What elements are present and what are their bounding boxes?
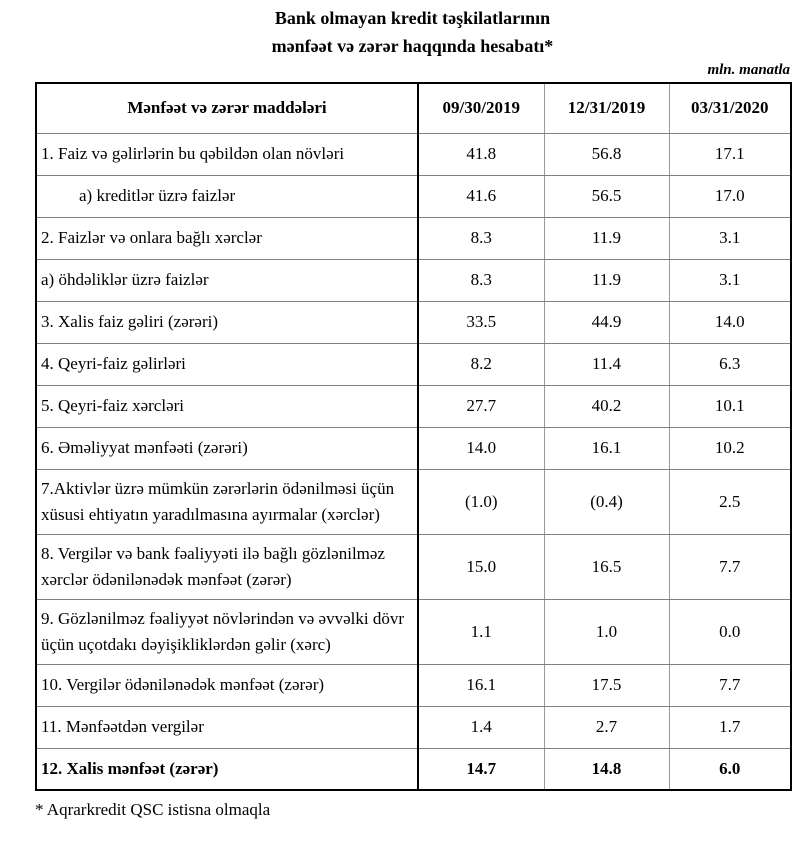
column-header-items: Mənfəət və zərər maddələri [36,83,418,133]
row-value: 6.3 [669,343,791,385]
row-value: 11.9 [544,259,669,301]
row-label: a) öhdəliklər üzrə faizlər [36,259,418,301]
row-value: 10.1 [669,385,791,427]
row-value: 1.0 [544,599,669,664]
row-value: 14.7 [418,748,544,790]
column-header-date-1: 09/30/2019 [418,83,544,133]
row-value: 3.1 [669,217,791,259]
row-value: 0.0 [669,599,791,664]
row-label: 10. Vergilər ödənilənədək mənfəət (zərər) [36,664,418,706]
table-row [36,427,791,469]
table-row [36,343,791,385]
row-value: 41.6 [418,175,544,217]
row-label: 4. Qeyri-faiz gəlirləri [36,343,418,385]
row-label: 5. Qeyri-faiz xərcləri [36,385,418,427]
row-value: 6.0 [669,748,791,790]
row-value: 2.7 [544,706,669,748]
row-value: 56.5 [544,175,669,217]
row-value: 33.5 [418,301,544,343]
row-value: 17.0 [669,175,791,217]
row-value: 1.4 [418,706,544,748]
row-value: 8.2 [418,343,544,385]
report-title-line1: Bank olmayan kredit təşkilatlarının [274,8,551,28]
row-value: 14.0 [669,301,791,343]
table-row [36,259,791,301]
row-label: 9. Gözlənilməz fəaliyyət növlərindən və əvvəlki dövr üçün uçotdakı dəyişikliklərdən gəlir (xərc) [36,599,418,664]
row-value: 1.1 [418,599,544,664]
row-value: 40.2 [544,385,669,427]
row-value: 8.3 [418,259,544,301]
row-value: 14.0 [418,427,544,469]
row-value: 8.3 [418,217,544,259]
row-value: 1.7 [669,706,791,748]
table-row [36,133,791,175]
table-row [36,664,791,706]
row-value: 15.0 [418,534,544,599]
row-label: 7.Aktivlər üzrə mümkün zərərlərin ödənilməsi üçün xüsusi ehtiyatın yaradılmasına ayırmalar (xərclər) [36,469,418,534]
row-value: 2.5 [669,469,791,534]
row-label: 8. Vergilər və bank fəaliyyəti ilə bağlı gözlənilməz xərclər ödənilənədək mənfəət (zərər) [36,534,418,599]
row-value: 3.1 [669,259,791,301]
table-row [36,469,791,534]
row-value: (1.0) [418,469,544,534]
footnote: * Aqrarkredit QSC istisna olmaqla [35,800,271,819]
table-row [36,385,791,427]
table-header-row [36,83,791,133]
table-row [36,217,791,259]
row-value: 27.7 [418,385,544,427]
row-value: 11.9 [544,217,669,259]
row-value: 16.5 [544,534,669,599]
column-header-date-3: 03/31/2020 [669,83,791,133]
row-label: 2. Faizlər və onlara bağlı xərclər [36,217,418,259]
row-value: 16.1 [544,427,669,469]
row-value: 16.1 [418,664,544,706]
report-title-line2: mənfəət və zərər haqqında hesabatı* [271,36,554,56]
row-value: 11.4 [544,343,669,385]
table-row [36,599,791,664]
table-row [36,175,791,217]
column-header-date-2: 12/31/2019 [544,83,669,133]
row-value: 14.8 [544,748,669,790]
report-title [35,4,790,60]
row-value: 56.8 [544,133,669,175]
row-label: 11. Mənfəətdən vergilər [36,706,418,748]
profit-loss-table [35,82,792,791]
row-value: (0.4) [544,469,669,534]
row-value: 41.8 [418,133,544,175]
table-row [36,301,791,343]
row-label: 12. Xalis mənfəət (zərər) [36,748,418,790]
row-label: a) kreditlər üzrə faizlər [36,175,418,217]
row-label: 3. Xalis faiz gəliri (zərəri) [36,301,418,343]
table-row [36,534,791,599]
table-row [36,706,791,748]
row-value: 17.1 [669,133,791,175]
row-value: 7.7 [669,664,791,706]
table-body [36,133,791,790]
row-label: 1. Faiz və gəlirlərin bu qəbildən olan növləri [36,133,418,175]
row-value: 44.9 [544,301,669,343]
row-label: 6. Əməliyyat mənfəəti (zərəri) [36,427,418,469]
row-value: 17.5 [544,664,669,706]
unit-note: mln. manatla [707,62,790,78]
row-value: 10.2 [669,427,791,469]
table-row [36,748,791,790]
row-value: 7.7 [669,534,791,599]
